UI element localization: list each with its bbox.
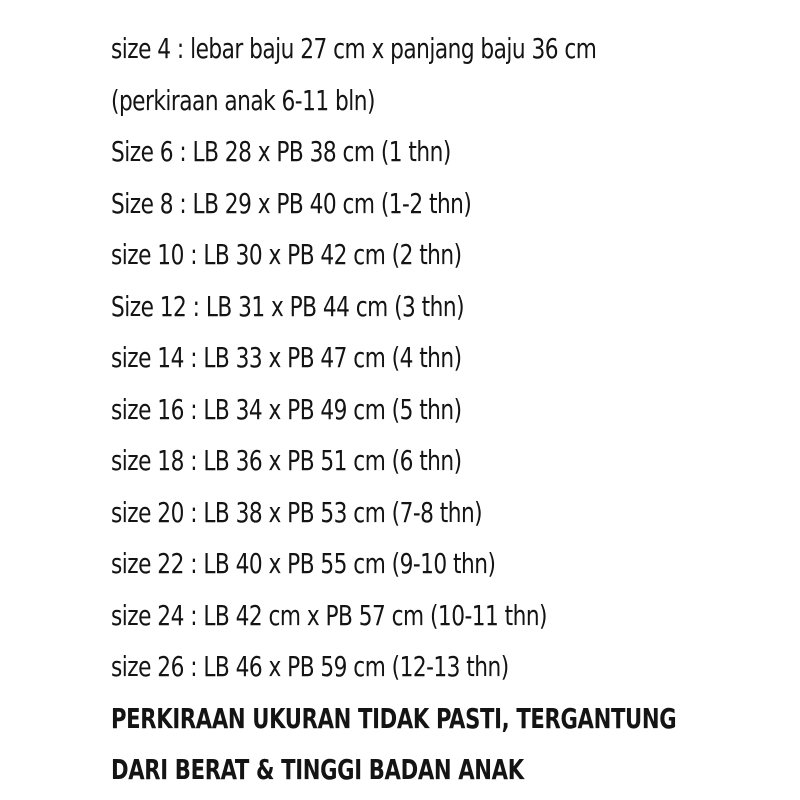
size-list bbox=[111, 23, 784, 796]
size-20-line: size 20 : LB 38 x PB 53 cm (7-8 thn) bbox=[111, 495, 483, 529]
size-6-line: Size 6 : LB 28 x PB 38 cm (1 thn) bbox=[111, 135, 451, 168]
size-22-line: size 22 : LB 40 x PB 55 cm (9-10 thn) bbox=[111, 547, 496, 580]
size-12-line: Size 12 : LB 31 x PB 44 cm (3 thn) bbox=[111, 289, 465, 323]
disclaimer-line-1: PERKIRAAN UKURAN TIDAK PASTI, TERGANTUNG bbox=[111, 701, 677, 735]
size-10-line: size 10 : LB 30 x PB 42 cm (2 thn) bbox=[111, 238, 462, 271]
size-4-age-line: (perkiraan anak 6-11 bln) bbox=[111, 83, 375, 117]
size-18-line: size 18 : LB 36 x PB 51 cm (6 thn) bbox=[111, 444, 462, 477]
size-26-line: size 26 : LB 46 x PB 59 cm (12-13 thn) bbox=[111, 650, 509, 683]
size-24-line: size 24 : LB 42 cm x PB 57 cm (10-11 thn) bbox=[111, 598, 548, 632]
size-8-line: Size 8 : LB 29 x PB 40 cm (1-2 thn) bbox=[111, 186, 472, 220]
size-14-line: size 14 : LB 33 x PB 47 cm (4 thn) bbox=[111, 341, 462, 374]
size-16-line: size 16 : LB 34 x PB 49 cm (5 thn) bbox=[111, 392, 462, 426]
size-4-line: size 4 : lebar baju 27 cm x panjang baju 36 cm bbox=[111, 32, 597, 65]
disclaimer-line-2: DARI BERAT & TINGGI BADAN ANAK bbox=[111, 753, 524, 786]
